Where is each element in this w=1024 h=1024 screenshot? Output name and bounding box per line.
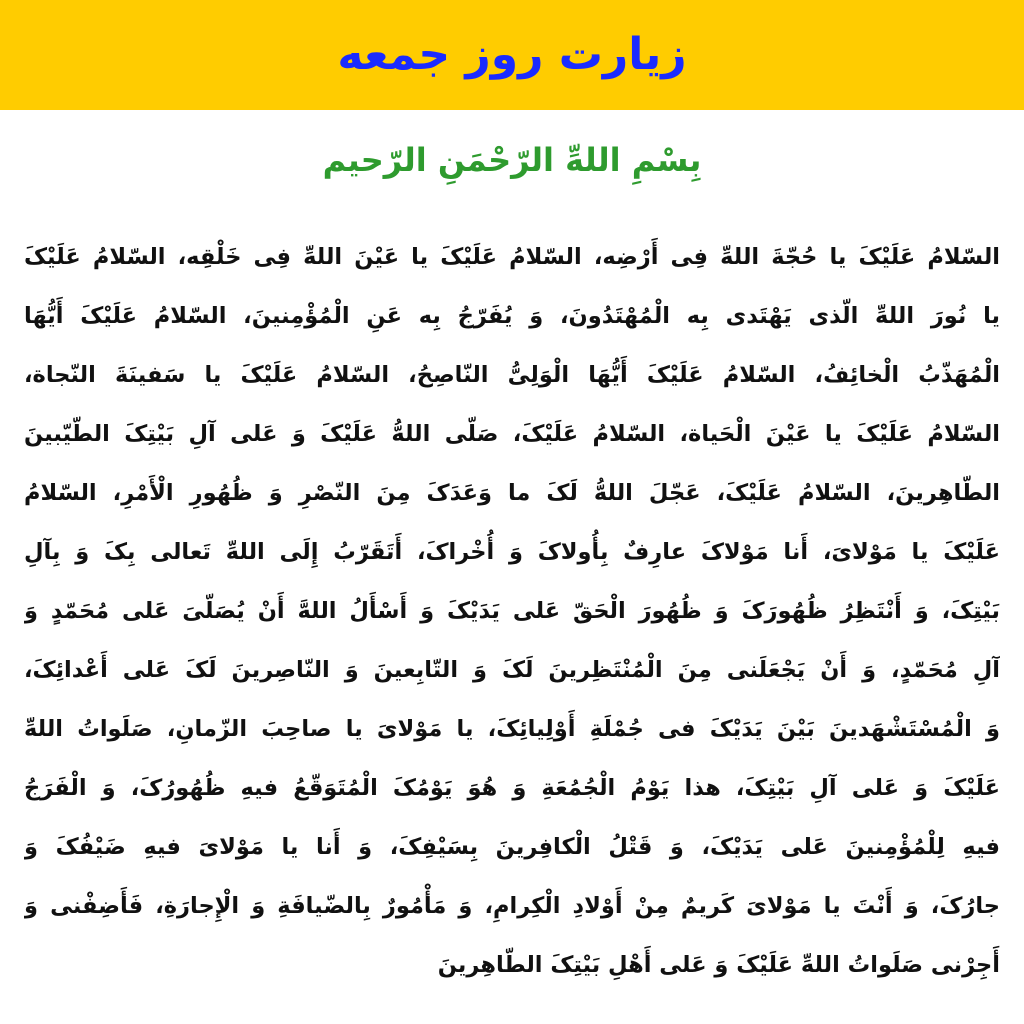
- text-line: عَلَیْکَ یا مَوْلایَ، أَنا مَوْلاکَ عارِفٌ بِأُولاکَ وَ أُخْراکَ، أَتَقَرّبُ إِلَی اللهِّ تَعالی بِکَ وَ بِآلِ: [24, 539, 1000, 565]
- basmala-heading: بِسْمِ اللهِّ الرّحْمَنِ الرّحیم: [322, 141, 702, 179]
- text-line: السّلامُ عَلَیْکَ یا عَیْنَ الْحَیاة، السّلامُ عَلَیْکَ، صَلّی اللهُّ عَلَیْکَ وَ عَلی آلِ بَیْتِکَ الطّیّبینَ: [24, 421, 1000, 447]
- page-title: زیارت روز جمعه: [337, 29, 687, 80]
- text-line: آلِ مُحَمّدٍ، وَ أَنْ یَجْعَلَنی مِنَ الْمُنْتَظِرینَ لَکَ وَ التّابِعینَ وَ النّاصِرینَ لَکَ عَلی أَعْدائِکَ،: [24, 657, 1000, 683]
- text-line: السّلامُ عَلَیْکَ یا حُجّةَ اللهِّ فِی أَرْضِه، السّلامُ عَلَیْکَ یا عَیْنَ اللهِّ فِی خَلْقِه، السّلامُ عَلَیْکَ: [24, 244, 1000, 270]
- title-banner: [0, 0, 1024, 110]
- ziyarat-text: [24, 228, 1000, 995]
- text-line: جارُکَ، وَ أَنْتَ یا مَوْلایَ کَریمٌ مِنْ أَوْلادِ الْکِرامِ، وَ مَأْمُورٌ بِالضّیافَةِ وَ الْإِجارَةِ، فَأَضِفْنی وَ: [24, 893, 1000, 919]
- text-line: یا نُورَ اللهِّ الّذی یَهْتَدی بِه الْمُهْتَدُونَ، وَ یُفَرّجُ بِه عَنِ الْمُؤْمِنینَ، السّلامُ عَلَیْکَ أَیُّهَا: [24, 303, 1000, 329]
- text-line: أَجِرْنی صَلَواتُ اللهِّ عَلَیْکَ وَ عَلی أَهْلِ بَیْتِکَ الطّاهِرینَ: [437, 952, 1000, 978]
- text-line: وَ الْمُسْتَشْهَدینَ بَیْنَ یَدَیْکَ فی جُمْلَةِ أَوْلِیائِکَ، یا مَوْلایَ یا صاحِبَ الزّمانِ، صَلَواتُ اللهِّ: [24, 716, 1000, 742]
- text-line: الطّاهِرینَ، السّلامُ عَلَیْکَ، عَجّلَ اللهُّ لَکَ ما وَعَدَکَ مِنَ النّصْرِ وَ ظُهُورِ الْأَمْرِ، السّلامُ: [24, 480, 1000, 506]
- text-line: الْمُهَذّبُ الْخائِفُ، السّلامُ عَلَیْکَ أَیُّهَا الْوَلِیُّ النّاصِحُ، السّلامُ عَلَیْکَ یا سَفینَةَ النّجاة،: [24, 362, 1000, 388]
- text-line: فیهِ لِلْمُؤْمِنینَ عَلی یَدَیْکَ، وَ قَتْلُ الْکافِرینَ بِسَیْفِکَ، وَ أَنا یا مَوْلایَ فیهِ ضَیْفُکَ وَ: [24, 834, 1000, 860]
- text-line: عَلَیْکَ وَ عَلی آلِ بَیْتِکَ، هذا یَوْمُ الْجُمُعَةِ وَ هُوَ یَوْمُکَ الْمُتَوَقّعُ فیهِ ظُهُورُکَ، وَ الْفَرَجُ: [24, 775, 1000, 801]
- text-line: بَیْتِکَ، وَ أَنْتَظِرُ ظُهُورَکَ وَ ظُهُورَ الْحَقّ عَلی یَدَیْکَ وَ أَسْأَلُ اللهَّ أَنْ یُصَلّیَ عَلی مُحَمّدٍ وَ: [24, 598, 1000, 624]
